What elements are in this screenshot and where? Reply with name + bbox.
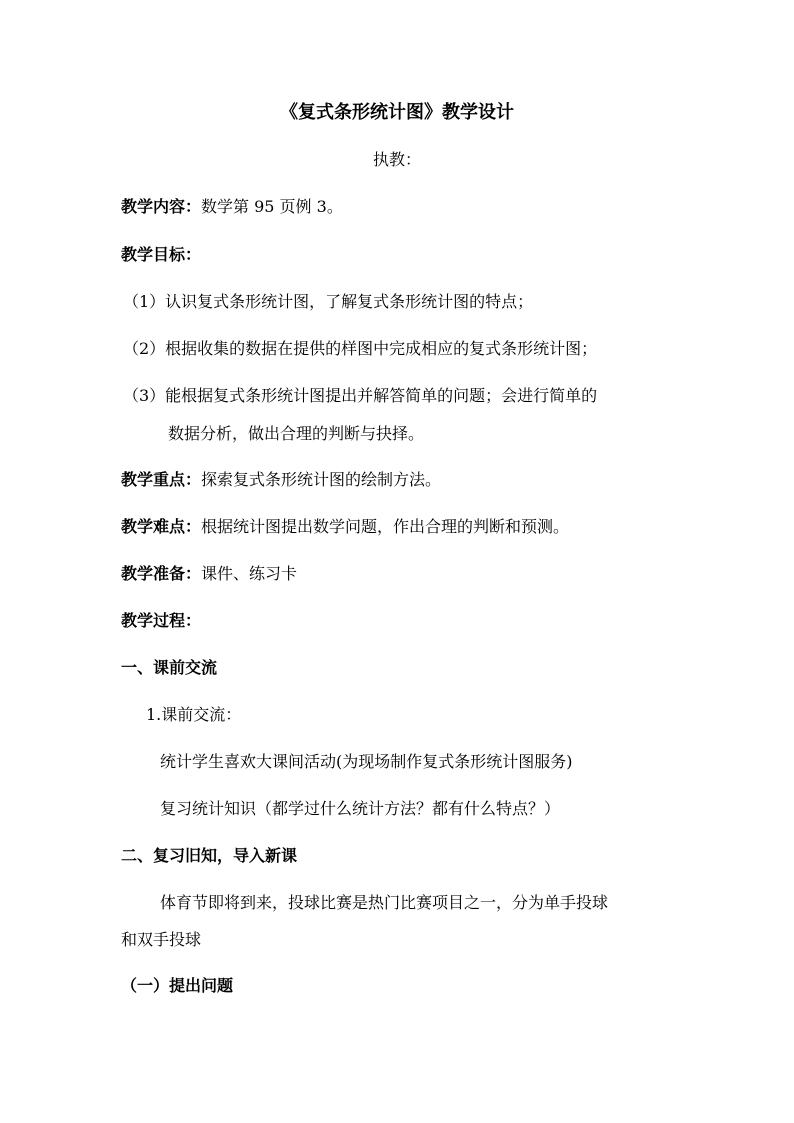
- objective-item-1: （1）认识复式条形统计图，了解复式条形统计图的特点；: [123, 292, 534, 311]
- difficulty: [121, 517, 569, 537]
- section2-heading: 二、复习旧知，导入新课: [121, 846, 298, 865]
- section1-heading: 一、课前交流: [121, 658, 218, 677]
- objective-item-2: （2）根据收集的数据在提供的样图中完成相应的复式条形统计图；: [123, 339, 598, 358]
- key-point: [121, 470, 441, 490]
- objective-item-3-continued: 数据分析，做出合理的判断与抉择。: [168, 424, 425, 443]
- document-title: 《复式条形统计图》教学设计: [280, 102, 514, 123]
- teaching-content: [121, 197, 343, 217]
- difficulty-text: 根据统计图提出数学问题，作出合理的判断和预测。: [201, 517, 570, 536]
- section1-line-2: 复习统计知识（都学过什么统计方法？都有什么特点？）: [160, 799, 561, 818]
- process-label: 教学过程：: [121, 611, 202, 630]
- key-point-text: 探索复式条形统计图的绘制方法。: [201, 470, 442, 489]
- teaching-content-text: 数学第 95 页例 3。: [201, 197, 343, 216]
- section2-paragraph-line-1: 体育节即将到来，投球比赛是热门比赛项目之一，分为单手投球: [160, 893, 609, 912]
- preparation: [121, 564, 297, 584]
- section2-subheading: （一）提出问题: [121, 976, 234, 995]
- section2-paragraph-line-2: 和双手投球: [121, 930, 202, 949]
- objectives-label: 教学目标：: [121, 245, 202, 264]
- preparation-label: 教学准备：: [121, 564, 202, 583]
- section1-line-1: 统计学生喜欢大课间活动(为现场制作复式条形统计图服务): [160, 752, 573, 771]
- preparation-text: 课件、练习卡: [201, 564, 298, 583]
- objective-item-3: （3）能根据复式条形统计图提出并解答简单的问题；会进行简单的: [123, 386, 598, 405]
- section1-subheading: 1.课前交流：: [146, 705, 242, 724]
- teacher-label: 执教：: [372, 150, 421, 169]
- difficulty-label: 教学难点：: [121, 517, 202, 536]
- key-point-label: 教学重点：: [121, 470, 202, 489]
- teaching-content-label: 教学内容：: [121, 197, 202, 216]
